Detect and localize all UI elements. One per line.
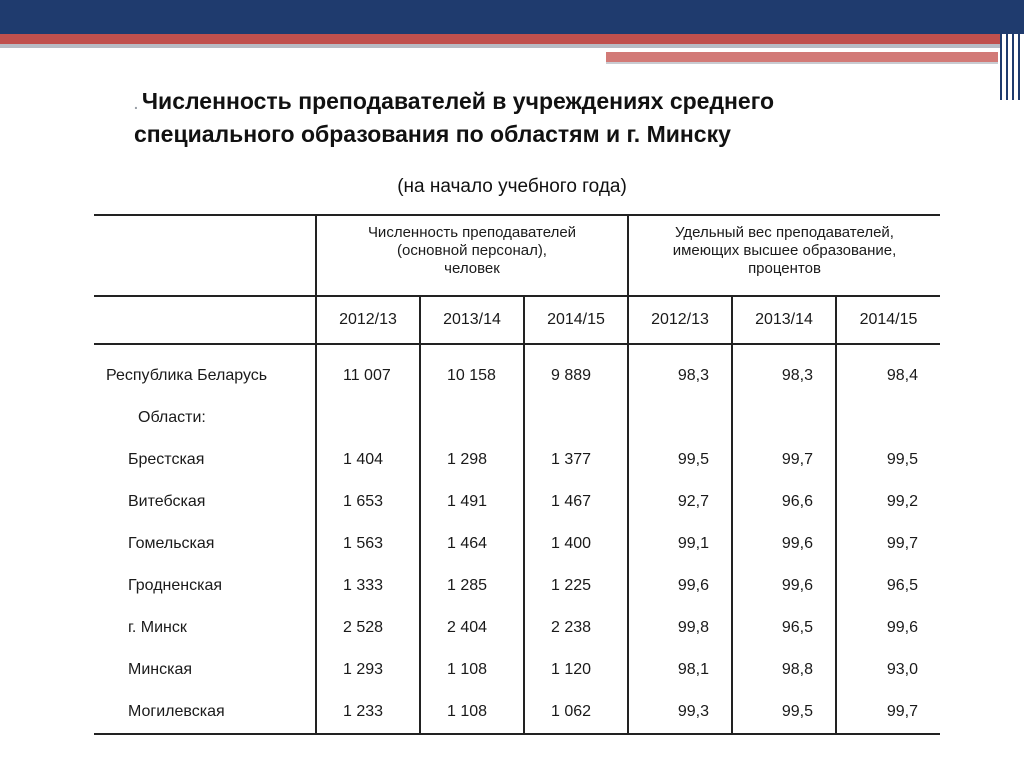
cell: 1 225 [524,565,628,607]
cell [524,397,628,439]
group2-line-2: имеющих высшее образование, [672,242,897,259]
cell: 98,1 [628,649,732,691]
cell: 93,0 [836,649,940,691]
row-name: Гродненская [128,577,223,594]
cell: 99,6 [628,565,732,607]
group2-line-1: Удельный вес преподавателей, [675,224,894,241]
cell: 1 464 [420,523,524,565]
cell [420,397,524,439]
cell: 99,5 [732,691,836,734]
year-header: 2012/13 [628,296,732,344]
cell: 1 062 [524,691,628,734]
cell: 1 108 [420,649,524,691]
cell: 99,3 [628,691,732,734]
cell: 10 158 [420,344,524,397]
cell: 1 563 [316,523,420,565]
table-row [94,481,940,523]
cell [836,397,940,439]
year-header: 2012/13 [316,296,420,344]
row-name: Области: [138,409,206,426]
row-name: Минская [128,661,193,678]
cell: 98,3 [628,344,732,397]
cell: 99,6 [732,523,836,565]
header-band-red [0,34,1000,44]
cell: 1 467 [524,481,628,523]
table-row [94,607,940,649]
cell: 96,5 [836,565,940,607]
header-band-navy [0,0,1024,34]
table-row [94,691,940,734]
year-header: 2013/14 [420,296,524,344]
year-header: 2013/14 [732,296,836,344]
slide-subtitle: (на начало учебного года) [397,176,627,197]
row-name: Республика Беларусь [106,367,268,384]
row-name: Гомельская [128,535,215,552]
cell: 1 293 [316,649,420,691]
cell: 1 285 [420,565,524,607]
row-name: Брестская [128,451,205,468]
cell: 99,2 [836,481,940,523]
group1-line-3: человек [444,260,500,277]
header-vertical-lines [998,0,1024,100]
corner-cell [94,215,316,296]
cell: 9 889 [524,344,628,397]
cell: 99,1 [628,523,732,565]
cell [628,397,732,439]
title-line-1: Численность преподавателей в учреждениях среднего [141,88,775,114]
cell: 1 377 [524,439,628,481]
cell: 96,5 [732,607,836,649]
cell: 99,7 [836,691,940,734]
header-accent-gray [606,62,998,64]
cell: 1 400 [524,523,628,565]
cell: 96,6 [732,481,836,523]
cell: 99,7 [732,439,836,481]
group2-line-3: процентов [748,260,821,277]
cell: 98,8 [732,649,836,691]
table-row [94,649,940,691]
statistics-table [94,214,940,735]
cell: 98,4 [836,344,940,397]
row-name: Витебская [128,493,206,510]
cell: 1 404 [316,439,420,481]
cell: 99,6 [732,565,836,607]
cell: 1 298 [420,439,524,481]
table-row [94,523,940,565]
table-row [94,397,940,439]
cell: 1 653 [316,481,420,523]
cell: 99,6 [836,607,940,649]
cell: 1 491 [420,481,524,523]
slide-title [134,86,954,149]
table-row [94,565,940,607]
year-header: 2014/15 [524,296,628,344]
table-row [94,439,940,481]
cell: 2 404 [420,607,524,649]
header-accent-red [606,52,998,62]
cell: 99,8 [628,607,732,649]
cell: 1 120 [524,649,628,691]
cell: 2 528 [316,607,420,649]
cell: 99,5 [628,439,732,481]
cell: 92,7 [628,481,732,523]
group1-line-1: Численность преподавателей [367,224,577,241]
group-header-count [316,215,628,296]
cell: 99,5 [836,439,940,481]
year-header: 2014/15 [836,296,940,344]
cell: 98,3 [732,344,836,397]
cell: 1 108 [420,691,524,734]
cell [316,397,420,439]
table-row [94,344,940,397]
title-bullet: . [134,96,138,112]
cell: 99,7 [836,523,940,565]
cell: 1 333 [316,565,420,607]
cell: 2 238 [524,607,628,649]
group-header-share [628,215,940,296]
row-name: Могилевская [94,691,316,734]
cell: 1 233 [316,691,420,734]
cell [732,397,836,439]
cell: 11 007 [316,344,420,397]
row-name: г. Минск [128,619,187,636]
group1-line-2: (основной персонал), [397,242,547,259]
corner-cell-2 [94,296,316,344]
title-line-2: специального образования по областям и г. Минску [134,121,731,147]
header-band-gray [0,44,1000,48]
